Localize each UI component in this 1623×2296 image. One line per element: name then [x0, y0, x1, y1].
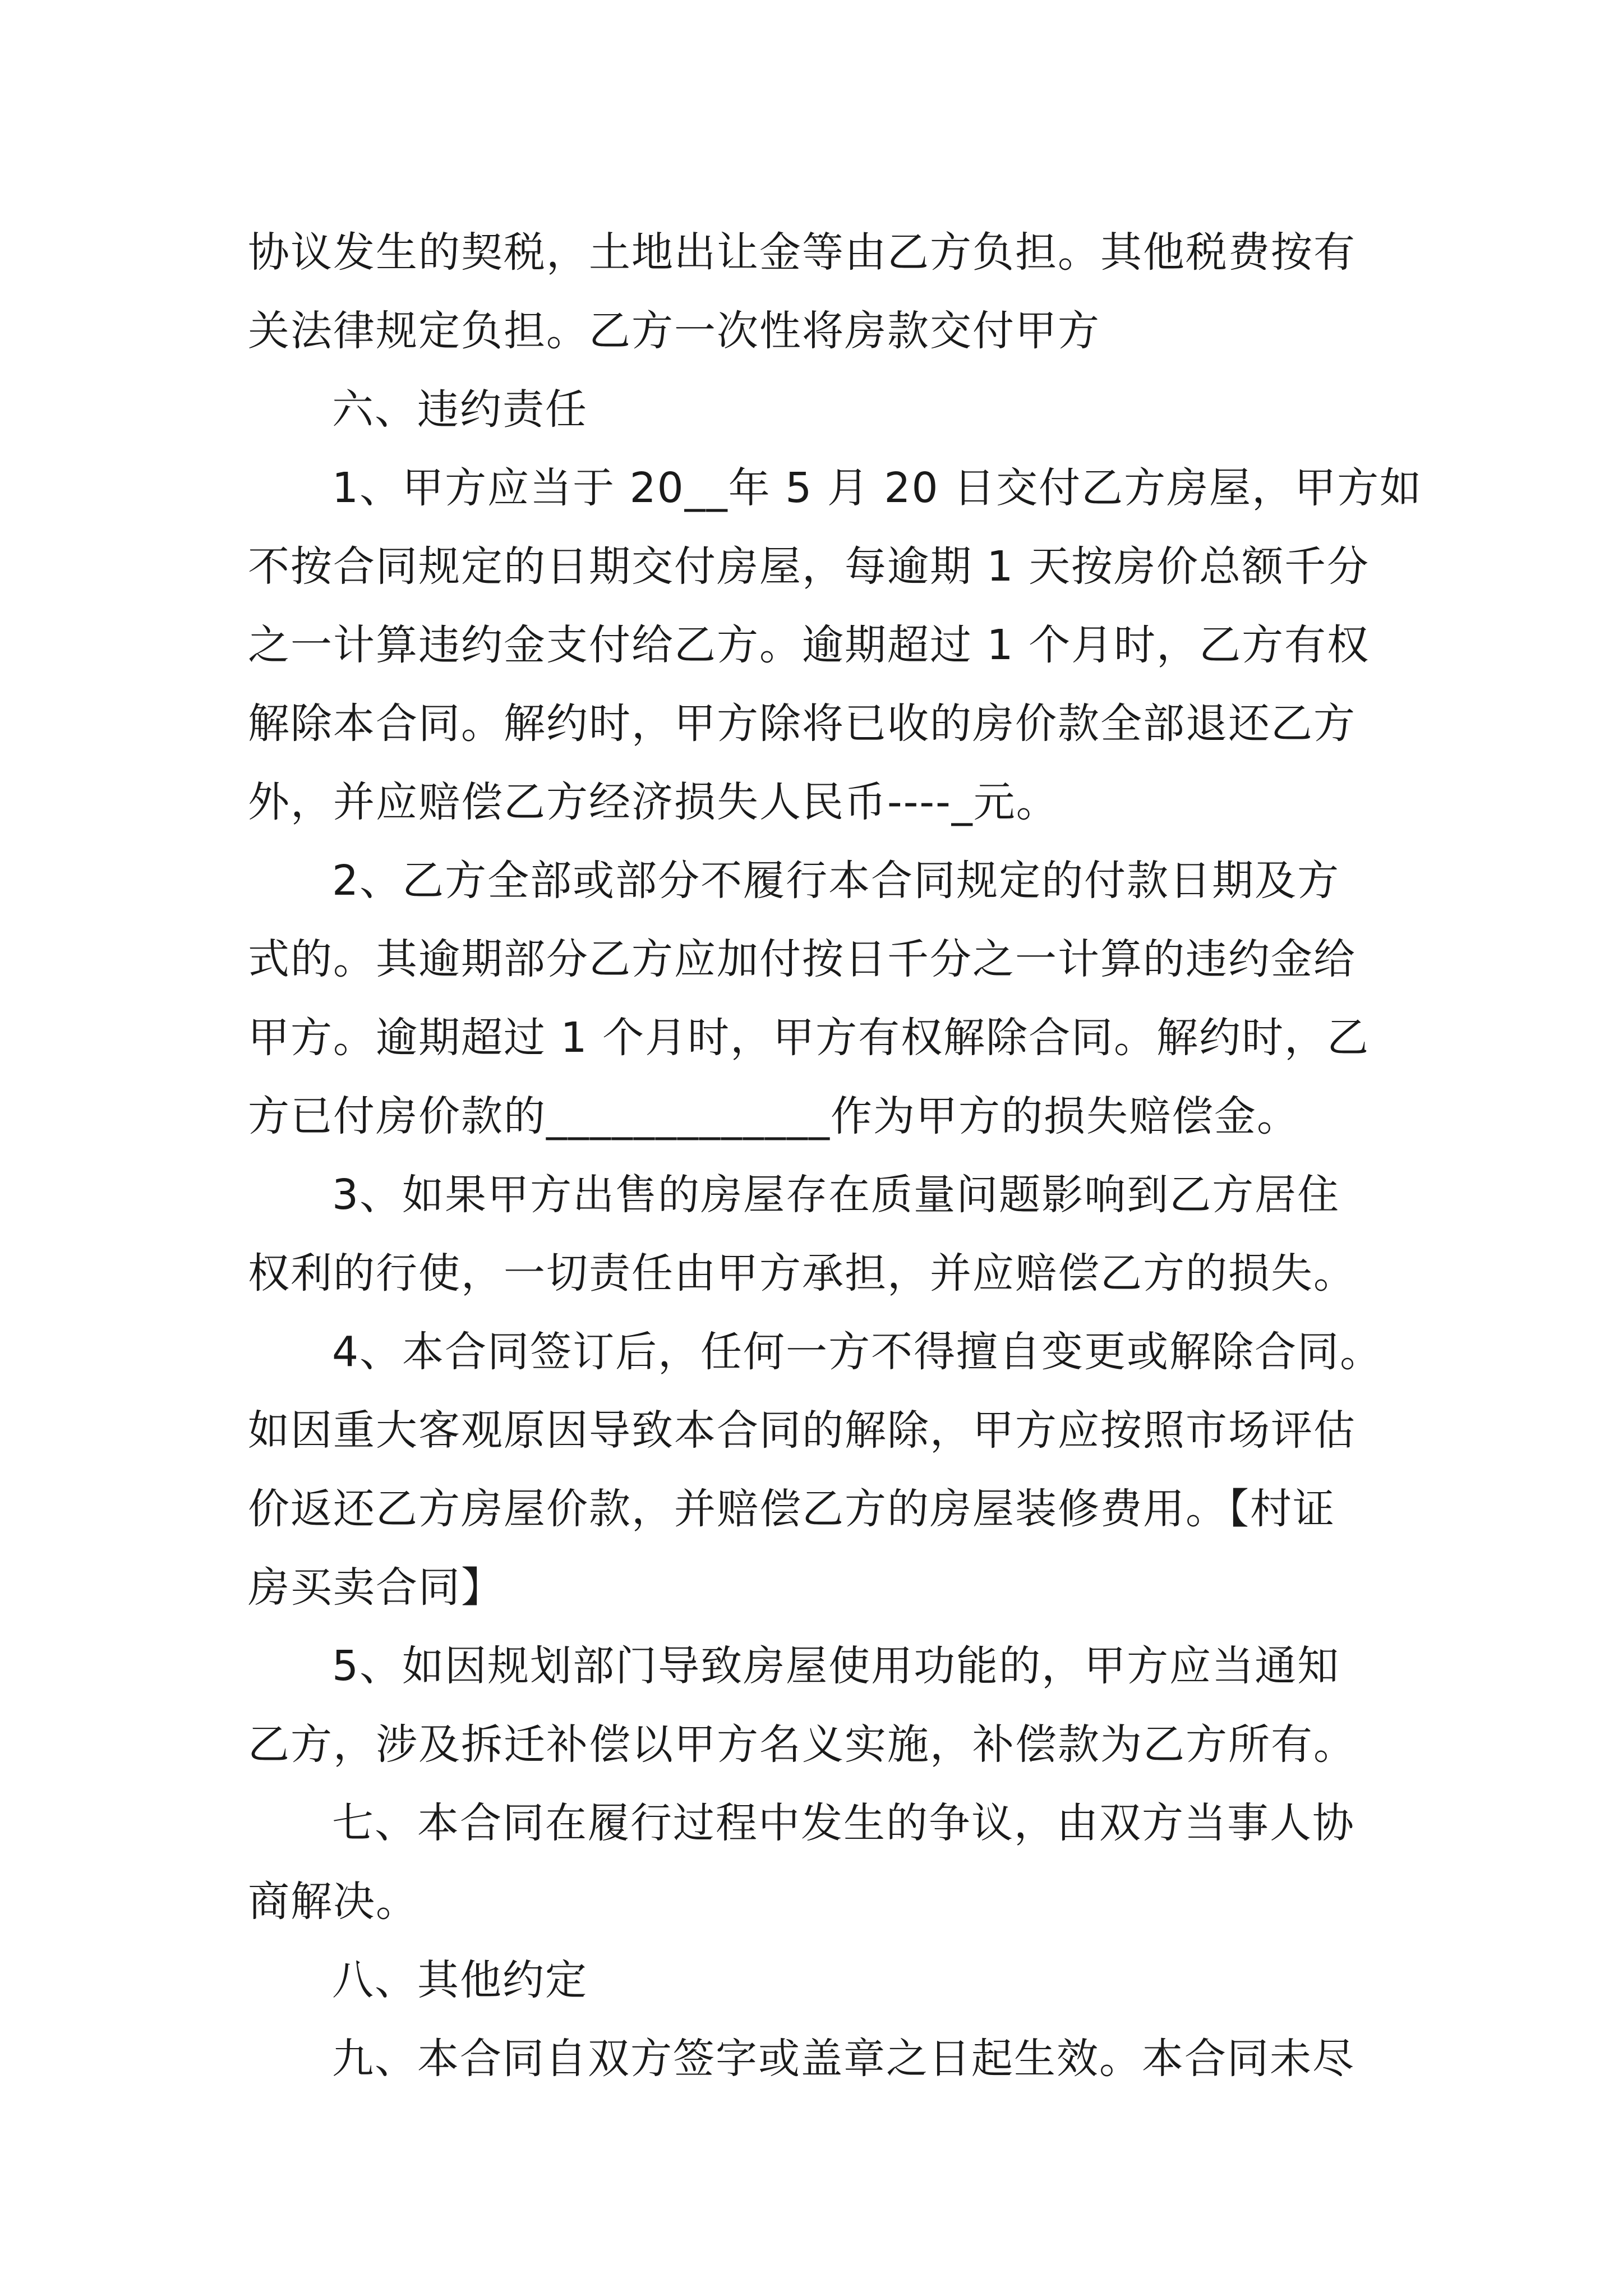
clause-4-line-2: 如因重大客观原因导致本合同的解除，甲方应按照市场评估 [248, 1406, 1356, 1455]
clause-1-line-1: 1、甲方应当于 20__年 5 月 20 日交付乙方房屋，甲方如 [332, 464, 1423, 512]
clause-4-line-4: 房买卖合同】 [248, 1563, 504, 1612]
section-heading-other: 八、其他约定 [332, 1956, 588, 2004]
section-7-line-2: 商解决。 [248, 1878, 418, 1926]
clause-1-line-5: 外，并应赔偿乙方经济损失人民币----_元。 [248, 778, 1059, 826]
section-9-line-1: 九、本合同自双方签字或盖章之日起生效。本合同未尽 [332, 2035, 1355, 2083]
clause-2-line-1: 2、乙方全部或部分不履行本合同规定的付款日期及方 [332, 857, 1340, 905]
section-heading-breach: 六、违约责任 [332, 385, 588, 434]
clause-1-line-3: 之一计算违约金支付给乙方。逾期超过 1 个月时，乙方有权 [248, 621, 1370, 669]
clause-3-line-2: 权利的行使，一切责任由甲方承担，并应赔偿乙方的损失。 [248, 1249, 1356, 1297]
text-line-1: 协议发生的契税，土地出让金等由乙方负担。其他税费按有 [248, 228, 1356, 277]
document-body [248, 213, 1423, 2098]
clause-3-line-1: 3、如果甲方出售的房屋存在质量问题影响到乙方居住 [332, 1171, 1340, 1219]
clause-1-line-2: 不按合同规定的日期交付房屋，每逾期 1 天按房价总额千分 [248, 542, 1370, 591]
clause-5-line-1: 5、如因规划部门导致房屋使用功能的，甲方应当通知 [332, 1642, 1340, 1690]
clause-5-line-2: 乙方，涉及拆迁补偿以甲方名义实施，补偿款为乙方所有。 [248, 1720, 1356, 1769]
clause-4-line-1: 4、本合同签订后，任何一方不得擅自变更或解除合同。 [332, 1328, 1383, 1376]
clause-2-line-4: 方已付房价款的_____________作为甲方的损失赔偿金。 [248, 1092, 1299, 1140]
section-7-line-1: 七、本合同在履行过程中发生的争议，由双方当事人协 [332, 1799, 1355, 1847]
clause-2-line-2: 式的。其逾期部分乙方应加付按日千分之一计算的违约金给 [248, 935, 1356, 983]
text-line-2: 关法律规定负担。乙方一次性将房款交付甲方 [248, 307, 1100, 355]
clause-1-line-4: 解除本合同。解约时，甲方除将已收的房价款全部退还乙方 [248, 700, 1356, 748]
clause-2-line-3: 甲方。逾期超过 1 个月时，甲方有权解除合同。解约时，乙 [248, 1014, 1370, 1062]
clause-4-line-3: 价返还乙方房屋价款，并赔偿乙方的房屋装修费用。【村证 [248, 1485, 1335, 1533]
